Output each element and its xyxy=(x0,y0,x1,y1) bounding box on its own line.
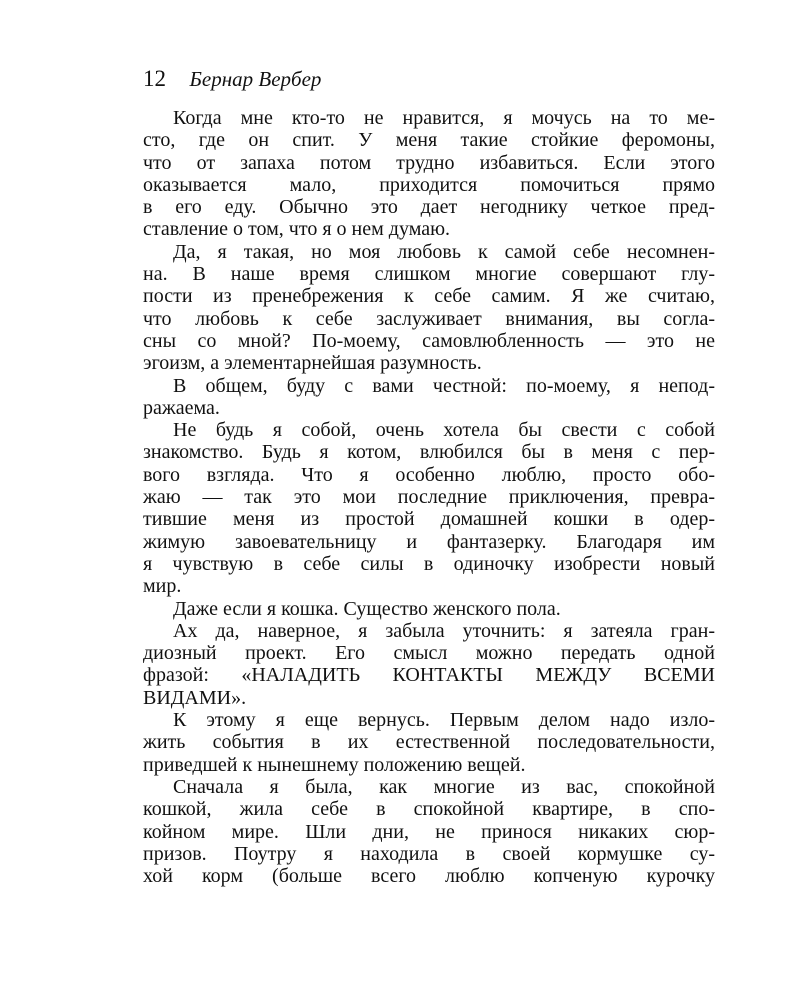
text-line: знакомство. Будь я котом, влюбился бы в меня с пер- xyxy=(143,441,715,464)
text-line: Когда мне кто-то не нравится, я мочусь на то ме- xyxy=(173,107,715,129)
text-line: что любовь к себе заслуживает внимания, вы согла- xyxy=(143,307,715,330)
text-line: вого взгляда. Что я особенно люблю, просто обо- xyxy=(143,463,715,486)
body-text xyxy=(143,107,715,887)
text-line: Ах да, наверное, я забыла уточнить: я затеяла гран- xyxy=(173,619,715,642)
running-head-author: Бернар Вербер xyxy=(189,67,322,91)
running-head xyxy=(143,66,321,92)
text-line: койном мире. Шли дни, не принося никаких сюр- xyxy=(143,820,715,843)
text-line: жить события в их естественной последовательности, xyxy=(143,731,715,754)
paragraph xyxy=(143,620,715,709)
text-line: хой корм (больше всего люблю копченую курочку xyxy=(143,865,715,888)
text-line: оказывается мало, приходится помочиться прямо xyxy=(143,173,715,196)
text-line: пости из пренебрежения к себе самим. Я же считаю, xyxy=(143,285,715,308)
text-line: ражаема. xyxy=(143,396,220,419)
text-line: сто, где он спит. У меня такие стойкие феромоны, xyxy=(143,129,715,152)
text-line: тившие меня из простой домашней кошки в одер- xyxy=(143,508,715,531)
text-line: я чувствую в себе силы в одиночку изобрести новый xyxy=(143,552,715,575)
paragraph xyxy=(143,776,715,887)
text-line: приведшей к нынешнему положению вещей. xyxy=(143,753,526,776)
text-line: Не будь я собой, очень хотела бы свести с собой xyxy=(173,419,715,442)
paragraph xyxy=(143,709,715,776)
text-line: сны со мной? По-моему, самовлюбленность — это не xyxy=(143,329,715,352)
paragraph xyxy=(143,375,715,420)
text-line: кошкой, жила себе в спокойной квартире, в спо- xyxy=(143,798,715,821)
paragraph xyxy=(143,419,715,597)
text-line: призов. Поутру я находила в своей кормушке су- xyxy=(143,842,715,865)
text-line: мир. xyxy=(143,575,182,598)
text-line: эгоизм, а элементарнейшая разумность. xyxy=(143,352,482,375)
text-line: на. В наше время слишком многие совершают глу- xyxy=(143,263,715,286)
text-line: ставление о том, что я о нем думаю. xyxy=(143,218,451,241)
text-line: диозный проект. Его смысл можно передать одной xyxy=(143,642,715,665)
paragraph xyxy=(143,598,715,620)
text-line: Сначала я была, как многие из вас, спокойной xyxy=(173,775,715,798)
text-line: фразой: «НАЛАДИТЬ КОНТАКТЫ МЕЖДУ ВСЕМИ xyxy=(143,664,715,687)
text-line: что от запаха потом трудно избавиться. Если этого xyxy=(143,151,715,174)
text-line: ВИДАМИ». xyxy=(143,686,247,709)
text-line: жимую завоевательницу и фантазерку. Благодаря им xyxy=(143,530,715,553)
text-line: Да, я такая, но моя любовь к самой себе несомнен- xyxy=(173,240,715,263)
text-line: К этому я еще вернусь. Первым делом надо изло- xyxy=(173,709,715,732)
page-number: 12 xyxy=(143,66,166,91)
text-line: жаю — так это мои последние приключения, превра- xyxy=(143,486,715,509)
paragraph xyxy=(143,107,715,241)
paragraph xyxy=(143,241,715,375)
text-line: В общем, буду с вами честной: по-моему, я непод- xyxy=(173,374,715,397)
text-line: Даже если я кошка. Существо женского пола. xyxy=(173,597,561,620)
text-line: в его еду. Обычно это дает негоднику четкое пред- xyxy=(143,196,715,219)
